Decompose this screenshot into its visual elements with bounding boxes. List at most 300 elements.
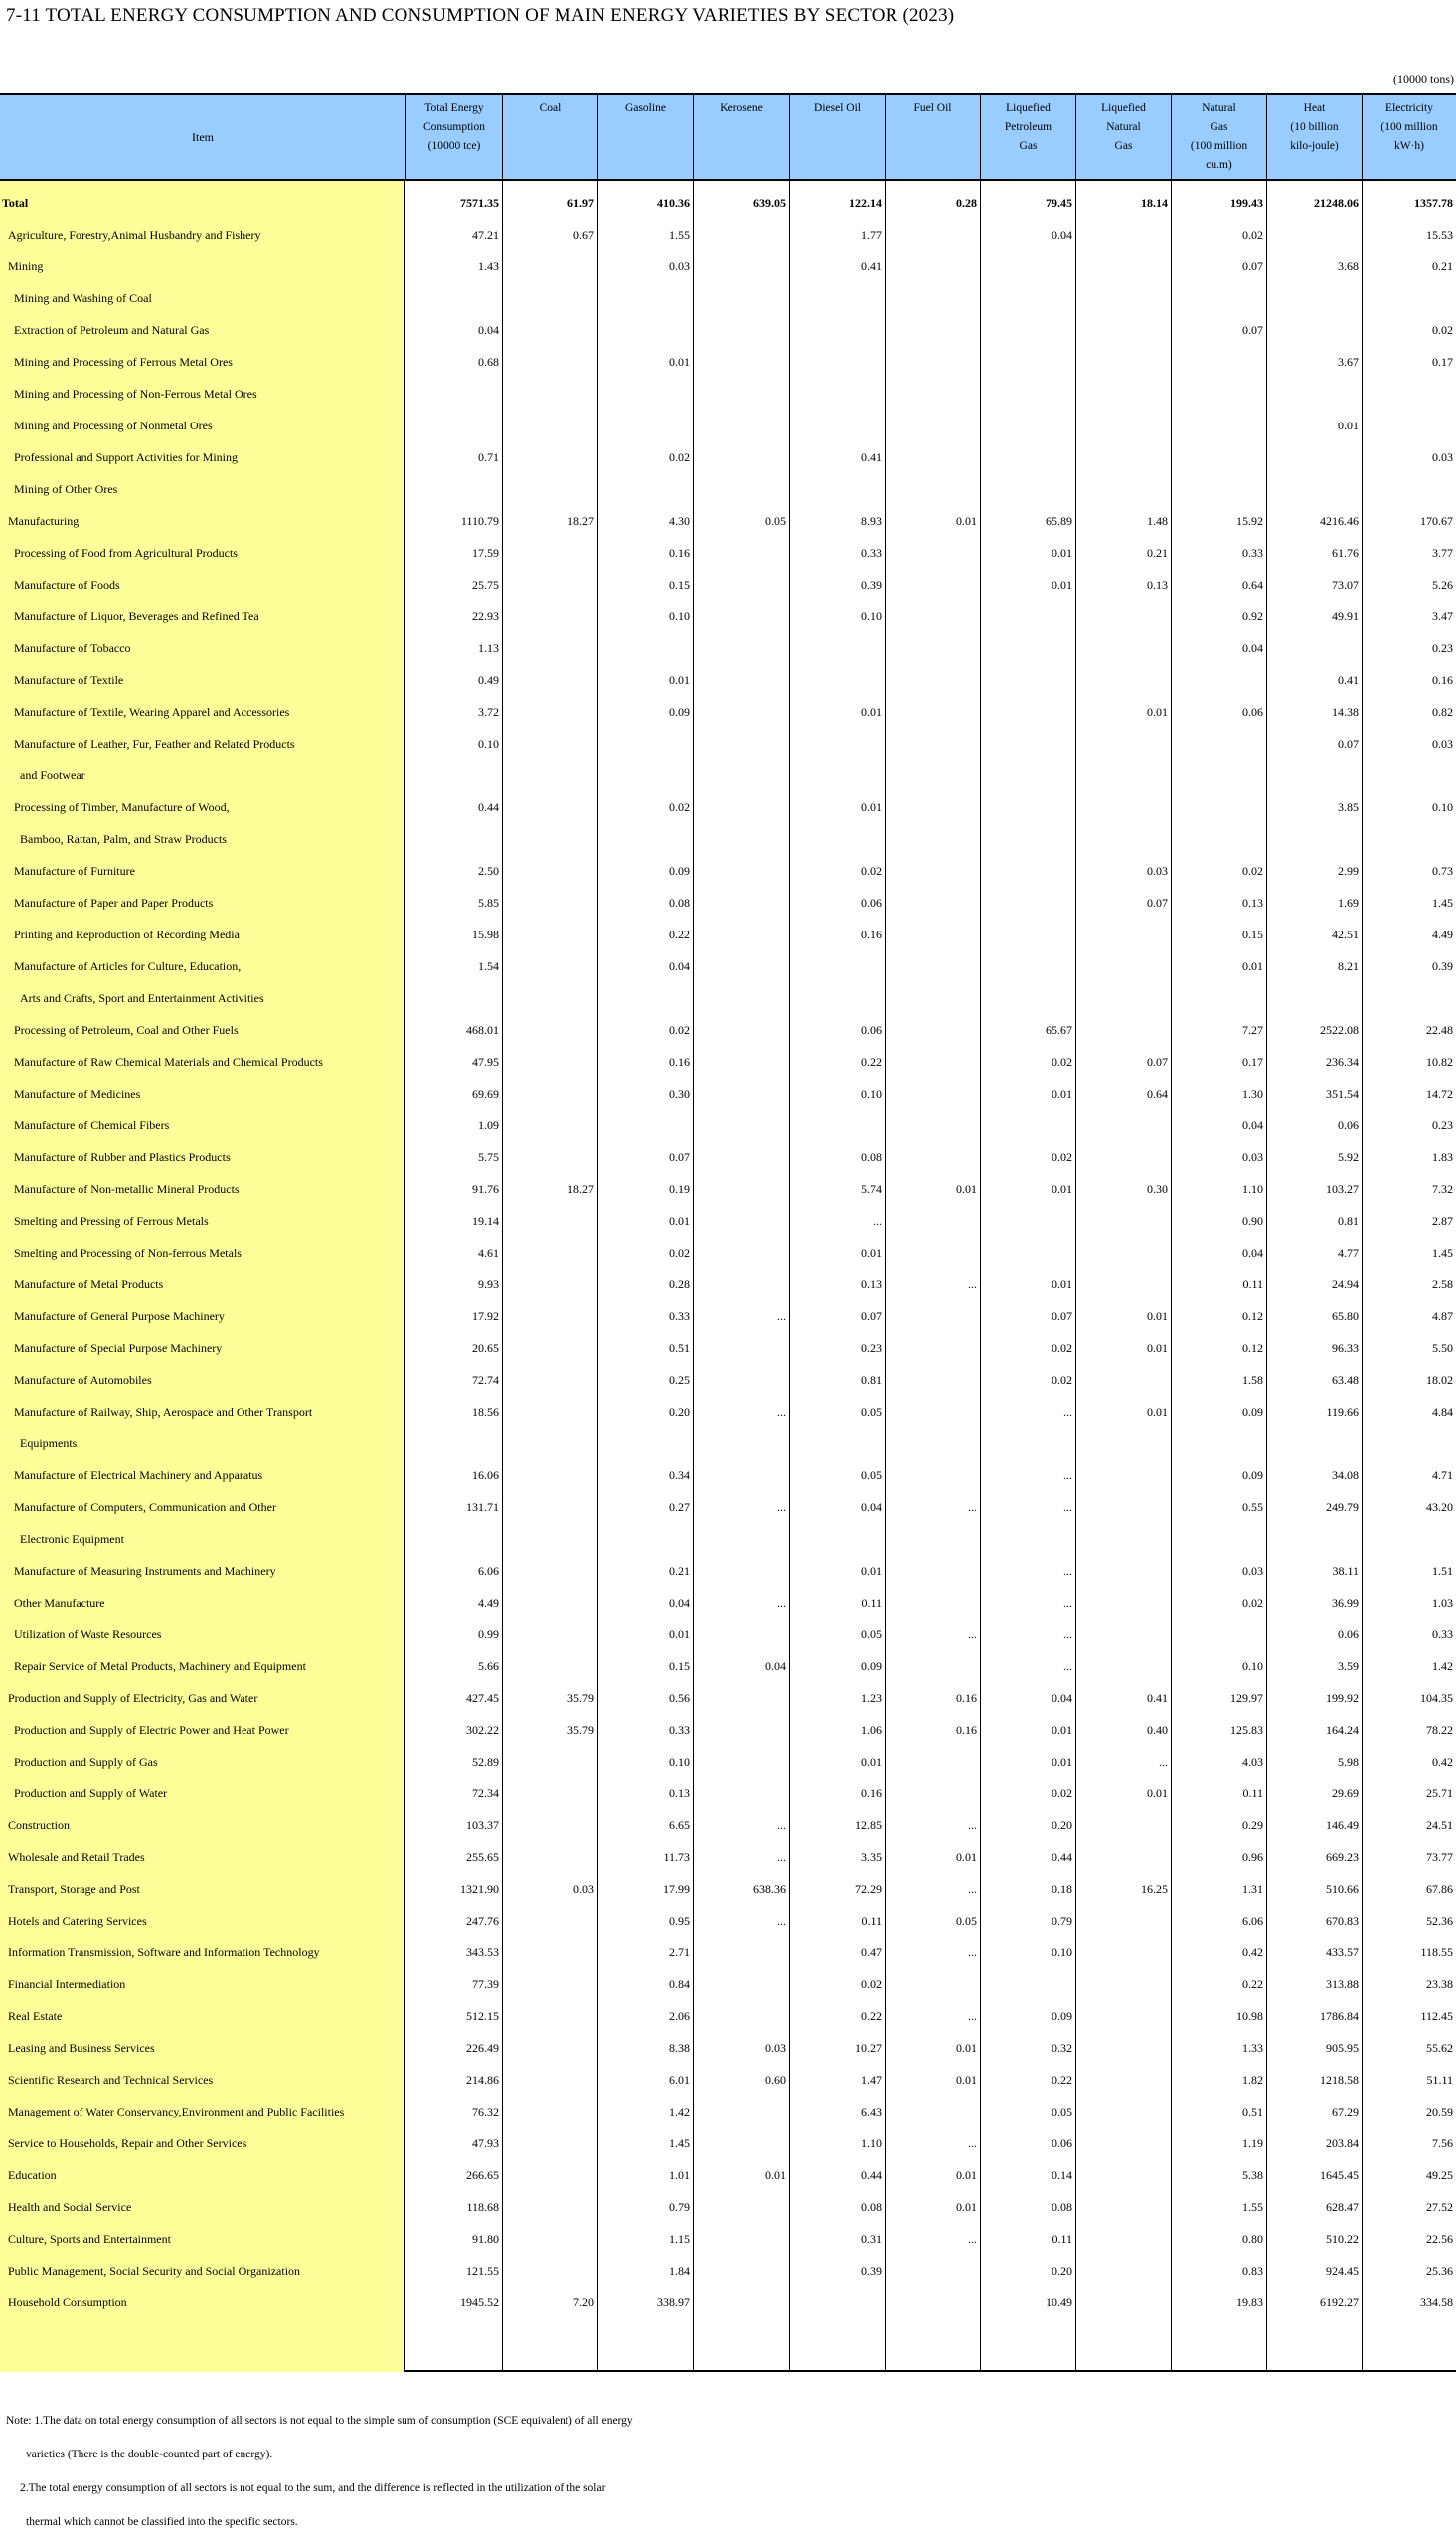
table-cell: 122.14 <box>849 196 882 210</box>
table-cell: 0.07 <box>1147 1055 1168 1069</box>
table-cell: 0.10 <box>478 737 499 751</box>
table-cell: 0.02 <box>1052 1055 1072 1069</box>
table-cell: 0.01 <box>1147 705 1168 719</box>
table-cell: ... <box>968 1500 977 1514</box>
table-cell: 0.33 <box>669 1309 690 1323</box>
table-cell: 1.03 <box>1432 1596 1453 1609</box>
row-label: Bamboo, Rattan, Palm, and Straw Products <box>20 832 227 846</box>
table-cell: 0.16 <box>956 1691 977 1705</box>
table-cell: 1.13 <box>478 641 499 655</box>
table-cell: 63.48 <box>1332 1373 1359 1387</box>
table-cell: 0.04 <box>1242 1246 1263 1260</box>
row-label: Manufacture of Metal Products <box>14 1277 164 1291</box>
row-label: Manufacture of Railway, Ship, Aerospace and Other Transport <box>14 1405 313 1419</box>
table-cell: 669.23 <box>1326 1850 1359 1864</box>
table-cell: ... <box>873 1214 882 1228</box>
table-cell: 0.30 <box>669 1087 690 1100</box>
table-cell: 21248.06 <box>1314 196 1359 210</box>
table-row <box>0 1841 1456 1873</box>
table-cell: 118.68 <box>466 2200 499 2214</box>
table-cell: 0.11 <box>861 1914 882 1928</box>
table-cell: 0.16 <box>956 1723 977 1737</box>
table-cell: 1.23 <box>861 1691 882 1705</box>
table-cell: 5.66 <box>478 1659 499 1673</box>
table-cell: 3.35 <box>861 1850 882 1864</box>
table-cell: ... <box>1063 1405 1072 1419</box>
table-cell: 0.33 <box>1432 1627 1453 1641</box>
row-label: Leasing and Business Services <box>8 2041 155 2055</box>
table-cell: 0.10 <box>669 609 690 623</box>
table-cell: 25.75 <box>472 578 499 592</box>
table-cell: 1357.78 <box>1414 196 1453 210</box>
table-cell: 0.06 <box>1338 1627 1359 1641</box>
table-cell: 72.34 <box>472 1786 499 1800</box>
table-row <box>0 1109 1456 1141</box>
table-cell: 0.17 <box>1432 355 1453 369</box>
table-cell: 1321.90 <box>460 1882 499 1896</box>
row-label: Wholesale and Retail Trades <box>8 1850 145 1864</box>
table-cell: 0.04 <box>669 1596 690 1609</box>
table-cell: 0.02 <box>1242 228 1263 242</box>
table-row <box>0 314 1456 346</box>
table-cell: 0.22 <box>861 1055 882 1069</box>
row-label: Manufacture of Articles for Culture, Education, <box>14 959 242 973</box>
table-cell: ... <box>1063 1659 1072 1673</box>
table-cell: 47.95 <box>472 1055 499 1069</box>
table-cell: 0.04 <box>1242 641 1263 655</box>
table-cell: 0.01 <box>669 673 690 687</box>
table-cell: 8.21 <box>1338 959 1359 973</box>
table-cell: 1.30 <box>1242 1087 1263 1100</box>
table-cell: 0.21 <box>1147 546 1168 560</box>
table-cell: 96.33 <box>1332 1341 1359 1355</box>
table-cell: 0.01 <box>861 1755 882 1769</box>
table-cell: ... <box>968 1882 977 1896</box>
row-label: Arts and Crafts, Sport and Entertainment Activities <box>20 991 264 1005</box>
table-cell: 7.27 <box>1242 1023 1263 1037</box>
row-label: Total <box>2 196 29 210</box>
table-cell: 0.71 <box>478 450 499 464</box>
table-cell: 0.19 <box>669 1182 690 1196</box>
table-cell: 49.25 <box>1426 2168 1453 2182</box>
table-cell: 1.45 <box>1432 896 1453 910</box>
row-label: Mining <box>8 259 44 273</box>
table-row <box>0 791 1456 823</box>
table-cell: 0.22 <box>861 2009 882 2023</box>
table-cell: 43.20 <box>1426 1500 1453 1514</box>
table-row <box>0 760 1456 791</box>
data-table <box>0 93 1456 2372</box>
table-cell: 1.84 <box>669 2264 690 2278</box>
table-cell: 91.80 <box>472 2232 499 2246</box>
table-cell: 0.02 <box>669 800 690 814</box>
table-cell: 4.49 <box>478 1596 499 1609</box>
table-cell: 0.09 <box>1242 1468 1263 1482</box>
table-row <box>0 1332 1456 1364</box>
table-cell: 236.34 <box>1326 1055 1359 1069</box>
table-cell: 0.07 <box>669 1150 690 1164</box>
table-cell: 0.64 <box>1147 1087 1168 1100</box>
table-row <box>0 1746 1456 1777</box>
table-cell: 199.92 <box>1326 1691 1359 1705</box>
table-row <box>0 2032 1456 2064</box>
table-row <box>0 1555 1456 1587</box>
table-row <box>0 1459 1456 1491</box>
table-cell: 1218.58 <box>1320 2073 1359 2087</box>
row-label: Mining and Washing of Coal <box>14 291 152 305</box>
table-cell: 52.36 <box>1426 1914 1453 1928</box>
note-line: thermal which cannot be classified into the specific sectors. <box>26 2516 298 2528</box>
table-cell: 0.03 <box>765 2041 786 2055</box>
table-cell: 2.58 <box>1432 1277 1453 1291</box>
row-label: Manufacture of Automobiles <box>14 1373 152 1387</box>
table-cell: 42.51 <box>1332 928 1359 941</box>
table-cell: 0.20 <box>669 1405 690 1419</box>
table-cell: 18.14 <box>1141 196 1168 210</box>
table-cell: 1.15 <box>669 2232 690 2246</box>
table-cell: 0.10 <box>669 1755 690 1769</box>
table-cell: 0.16 <box>669 546 690 560</box>
table-cell: 0.79 <box>669 2200 690 2214</box>
table-cell: 103.27 <box>1326 1182 1359 1196</box>
row-label: Culture, Sports and Entertainment <box>8 2232 171 2246</box>
row-label: Manufacture of Computers, Communication and Other <box>14 1500 276 1514</box>
table-cell: 0.12 <box>1242 1309 1263 1323</box>
table-cell: 4.30 <box>669 514 690 528</box>
row-label: Education <box>8 2168 57 2182</box>
table-cell: 0.39 <box>1432 959 1453 973</box>
row-label: Manufacture of Electrical Machinery and Apparatus <box>14 1468 263 1482</box>
table-cell: 22.93 <box>472 609 499 623</box>
table-cell: 4.71 <box>1432 1468 1453 1482</box>
table-cell: 24.51 <box>1426 1818 1453 1832</box>
table-row <box>0 1873 1456 1905</box>
row-label: Financial Intermediation <box>8 1977 126 1991</box>
table-cell: 0.09 <box>1052 2009 1072 2023</box>
row-label: Manufacture of Tobacco <box>14 641 131 655</box>
table-cell: 23.38 <box>1426 1977 1453 1991</box>
table-cell: 0.01 <box>669 1627 690 1641</box>
table-cell: 15.53 <box>1426 228 1453 242</box>
table-cell: 0.60 <box>765 2073 786 2087</box>
table-cell: 0.90 <box>1242 1214 1263 1228</box>
table-cell: 0.11 <box>861 1596 882 1609</box>
table-cell: 0.30 <box>1147 1182 1168 1196</box>
column-header: Diesel Oil <box>789 95 885 179</box>
table-row <box>0 346 1456 378</box>
table-cell: 0.99 <box>478 1627 499 1641</box>
table-cell: 0.02 <box>1242 864 1263 878</box>
table-cell: 1.83 <box>1432 1150 1453 1164</box>
table-cell: 51.11 <box>1426 2073 1453 2087</box>
table-cell: 1.54 <box>478 959 499 973</box>
table-cell: 351.54 <box>1326 1087 1359 1100</box>
table-row <box>0 1205 1456 1237</box>
table-cell: 22.56 <box>1426 2232 1453 2246</box>
column-header: Coal <box>502 95 597 179</box>
table-cell: 3.85 <box>1338 800 1359 814</box>
table-cell: 1.77 <box>861 228 882 242</box>
table-row <box>0 537 1456 569</box>
row-label: Mining and Processing of Nonmetal Ores <box>14 419 213 432</box>
table-cell: 6.06 <box>1242 1914 1263 1928</box>
table-cell: 36.99 <box>1332 1596 1359 1609</box>
row-label: Processing of Timber, Manufacture of Wood, <box>14 800 230 814</box>
table-cell: 0.23 <box>861 1341 882 1355</box>
row-label: Manufacture of Measuring Instruments and Machinery <box>14 1564 276 1578</box>
table-cell: 0.11 <box>1242 1277 1263 1291</box>
table-row <box>0 251 1456 282</box>
table-cell: 0.21 <box>669 1564 690 1578</box>
table-cell: 72.74 <box>472 1373 499 1387</box>
table-cell: 0.05 <box>765 514 786 528</box>
table-cell: 0.01 <box>956 2200 977 2214</box>
table-row <box>0 2286 1456 2318</box>
table-row <box>0 2159 1456 2191</box>
table-cell: 29.69 <box>1332 1786 1359 1800</box>
table-cell: 0.01 <box>861 1564 882 1578</box>
row-label: Manufacture of Textile, Wearing Apparel and Accessories <box>14 705 290 719</box>
table-cell: 10.27 <box>855 2041 882 2055</box>
table-cell: 0.05 <box>1052 2105 1072 2118</box>
table-cell: ... <box>777 1818 786 1832</box>
table-cell: 0.51 <box>1242 2105 1263 2118</box>
table-cell: ... <box>1063 1500 1072 1514</box>
row-label: Manufacture of Furniture <box>14 864 135 878</box>
table-cell: 1.31 <box>1242 1882 1263 1896</box>
table-cell: 0.01 <box>1147 1786 1168 1800</box>
table-row <box>0 632 1456 664</box>
table-cell: 10.82 <box>1426 1055 1453 1069</box>
table-row <box>0 2096 1456 2127</box>
table-cell: 0.21 <box>1432 259 1453 273</box>
table-cell: 1.55 <box>1242 2200 1263 2214</box>
table-cell: 6.43 <box>861 2105 882 2118</box>
table-cell: 1.45 <box>669 2136 690 2150</box>
table-cell: 0.01 <box>765 2168 786 2182</box>
table-row <box>0 1014 1456 1046</box>
table-cell: ... <box>777 1850 786 1864</box>
table-cell: ... <box>1159 1755 1168 1769</box>
table-cell: 0.04 <box>669 959 690 973</box>
row-label: Equipments <box>20 1437 78 1450</box>
table-cell: 3.47 <box>1432 609 1453 623</box>
table-row <box>0 1141 1456 1173</box>
table-cell: 8.38 <box>669 2041 690 2055</box>
table-cell: 0.83 <box>1242 2264 1263 2278</box>
table-row <box>0 1777 1456 1809</box>
table-cell: 73.07 <box>1332 578 1359 592</box>
table-cell: 72.29 <box>855 1882 882 1896</box>
table-cell: 78.22 <box>1426 1723 1453 1737</box>
table-cell: 0.44 <box>478 800 499 814</box>
table-row <box>0 1491 1456 1523</box>
table-cell: 0.31 <box>861 2232 882 2246</box>
column-header: Total Energy Consumption (10000 tce) <box>405 95 502 179</box>
table-cell: ... <box>968 1627 977 1641</box>
table-cell: 5.98 <box>1338 1755 1359 1769</box>
table-cell: 0.17 <box>1242 1055 1263 1069</box>
table-row <box>0 1046 1456 1078</box>
row-label: Manufacture of Medicines <box>14 1087 141 1100</box>
table-row <box>0 1237 1456 1269</box>
table-row <box>0 282 1456 314</box>
column-header: Liquefied Petroleum Gas <box>980 95 1075 179</box>
table-row <box>0 855 1456 887</box>
table-cell: ... <box>968 2136 977 2150</box>
table-cell: 0.07 <box>1052 1309 1072 1323</box>
table-cell: 0.84 <box>669 1977 690 1991</box>
table-cell: 0.01 <box>956 1850 977 1864</box>
table-cell: ... <box>968 1818 977 1832</box>
table-cell: 0.04 <box>861 1500 882 1514</box>
table-cell: 0.10 <box>861 609 882 623</box>
table-cell: 4.61 <box>478 1246 499 1260</box>
row-label: Manufacture of Foods <box>14 578 120 592</box>
table-cell: 0.01 <box>1338 419 1359 432</box>
table-cell: 17.92 <box>472 1309 499 1323</box>
table-row <box>0 569 1456 600</box>
table-cell: 0.01 <box>861 800 882 814</box>
table-cell: 0.39 <box>861 578 882 592</box>
table-cell: 0.02 <box>1432 323 1453 337</box>
table-cell: 1.10 <box>1242 1182 1263 1196</box>
table-cell: 1.69 <box>1338 896 1359 910</box>
table-cell: 638.36 <box>753 1882 786 1896</box>
table-cell: 0.04 <box>1242 1118 1263 1132</box>
table-row <box>0 823 1456 855</box>
row-label: Health and Social Service <box>8 2200 132 2214</box>
item-column-header: Item <box>192 129 214 144</box>
table-cell: 0.08 <box>669 896 690 910</box>
row-label: and Footwear <box>20 768 85 782</box>
table-cell: 6.06 <box>478 1564 499 1578</box>
table-cell: 2.87 <box>1432 1214 1453 1228</box>
unit-label: (10000 tons) <box>1393 72 1454 85</box>
table-cell: 214.86 <box>466 2073 499 2087</box>
table-cell: 0.33 <box>1242 546 1263 560</box>
table-row <box>0 950 1456 982</box>
table-cell: 0.18 <box>1052 1882 1072 1896</box>
table-row <box>0 1523 1456 1555</box>
table-row <box>0 219 1456 251</box>
table-cell: 512.15 <box>466 2009 499 2023</box>
table-cell: 0.02 <box>669 450 690 464</box>
table-cell: 0.08 <box>861 2200 882 2214</box>
table-cell: 0.03 <box>1147 864 1168 878</box>
table-cell: 410.36 <box>657 196 690 210</box>
table-cell: 65.67 <box>1046 1023 1072 1037</box>
table-cell: 0.10 <box>861 1087 882 1100</box>
table-cell: 0.01 <box>956 2168 977 2182</box>
table-cell: 0.11 <box>1242 1786 1263 1800</box>
row-label: Manufacture of Chemical Fibers <box>14 1118 170 1132</box>
table-cell: 0.06 <box>1052 2136 1072 2150</box>
table-row <box>0 1650 1456 1682</box>
table-cell: ... <box>777 1596 786 1609</box>
table-cell: 639.05 <box>753 196 786 210</box>
table-cell: 427.45 <box>466 1691 499 1705</box>
row-label: Manufacture of Non-metallic Mineral Products <box>14 1182 240 1196</box>
row-label: Manufacture of General Purpose Machinery <box>14 1309 225 1323</box>
column-header: Liquefied Natural Gas <box>1075 95 1171 179</box>
table-cell: 0.33 <box>861 546 882 560</box>
table-cell: 104.35 <box>1420 1691 1453 1705</box>
table-row <box>0 1809 1456 1841</box>
row-label: Other Manufacture <box>14 1596 105 1609</box>
table-cell: 0.81 <box>1338 1214 1359 1228</box>
note-line: Note: 1.The data on total energy consumption of all sectors is not equal to the simple sum of consumption (SCE equivalent) of all energy <box>6 2415 633 2427</box>
table-cell: 0.80 <box>1242 2232 1263 2246</box>
table-cell: 19.83 <box>1236 2295 1263 2309</box>
table-row <box>0 1364 1456 1396</box>
table-cell: 0.01 <box>956 2041 977 2055</box>
table-cell: 0.01 <box>669 355 690 369</box>
table-header <box>0 95 1456 181</box>
table-cell: 119.66 <box>1326 1405 1359 1419</box>
table-cell: 0.08 <box>1052 2200 1072 2214</box>
row-label: Hotels and Catering Services <box>8 1914 147 1928</box>
table-cell: 0.42 <box>1432 1755 1453 1769</box>
table-cell: 0.12 <box>1242 1341 1263 1355</box>
table-cell: ... <box>777 1405 786 1419</box>
table-row <box>0 919 1456 950</box>
table-cell: 112.45 <box>1420 2009 1453 2023</box>
table-cell: 1.19 <box>1242 2136 1263 2150</box>
table-cell: 0.55 <box>1242 1500 1263 1514</box>
table-cell: 6.01 <box>669 2073 690 2087</box>
table-cell: 35.79 <box>567 1723 594 1737</box>
table-cell: 15.92 <box>1236 514 1263 528</box>
table-cell: 10.98 <box>1236 2009 1263 2023</box>
table-row <box>0 505 1456 537</box>
table-cell: 343.53 <box>466 1946 499 1959</box>
table-cell: 0.01 <box>1147 1341 1168 1355</box>
table-cell: 10.49 <box>1046 2295 1072 2309</box>
table-cell: 0.82 <box>1432 705 1453 719</box>
table-cell: 9.93 <box>478 1277 499 1291</box>
table-cell: 199.43 <box>1230 196 1263 210</box>
table-cell: 1.33 <box>1242 2041 1263 2055</box>
table-cell: 20.59 <box>1426 2105 1453 2118</box>
table-cell: 3.59 <box>1338 1659 1359 1673</box>
table-cell: 0.15 <box>669 1659 690 1673</box>
table-cell: 0.11 <box>1052 2232 1072 2246</box>
table-cell: 0.16 <box>1432 673 1453 687</box>
table-cell: 1.43 <box>478 259 499 273</box>
column-header: Natural Gas (100 million cu.m) <box>1171 95 1266 179</box>
row-label: Processing of Food from Agricultural Products <box>14 546 238 560</box>
row-label: Smelting and Processing of Non-ferrous Metals <box>14 1246 242 1260</box>
table-cell: 0.01 <box>956 2073 977 2087</box>
table-cell: 2.99 <box>1338 864 1359 878</box>
table-cell: 79.45 <box>1046 196 1072 210</box>
table-cell: 11.73 <box>663 1850 690 1864</box>
table-cell: 6.65 <box>669 1818 690 1832</box>
table-cell: 22.48 <box>1426 1023 1453 1037</box>
table-cell: 0.01 <box>669 1214 690 1228</box>
table-row <box>0 441 1456 473</box>
table-cell: 1.55 <box>669 228 690 242</box>
table-cell: 313.88 <box>1326 1977 1359 1991</box>
table-cell: ... <box>1063 1596 1072 1609</box>
table-cell: 0.01 <box>956 1182 977 1196</box>
row-label: Scientific Research and Technical Services <box>8 2073 214 2087</box>
table-cell: 5.38 <box>1242 2168 1263 2182</box>
table-cell: 18.27 <box>567 1182 594 1196</box>
table-cell: 1.82 <box>1242 2073 1263 2087</box>
row-label: Manufacture of Paper and Paper Products <box>14 896 214 910</box>
